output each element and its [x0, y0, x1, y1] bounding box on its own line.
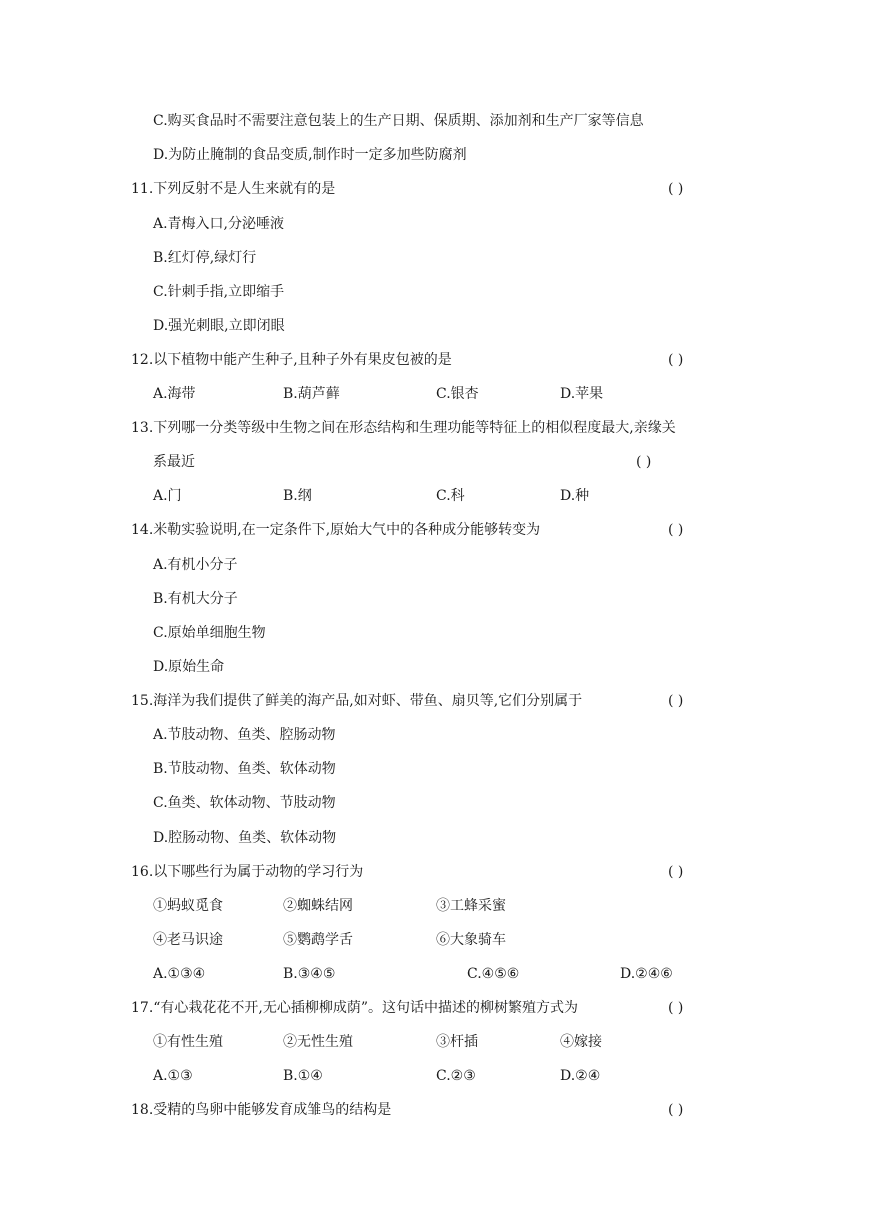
q15-option-c: C.鱼类、软体动物、节肢动物: [153, 795, 336, 811]
answer-bracket-14: ( ): [668, 522, 684, 538]
q12-option-d: D.苹果: [560, 386, 604, 402]
q16-option-a: A.①③④: [153, 966, 206, 982]
q14-option-a: A.有机小分子: [153, 557, 238, 573]
q15-option-d: D.腔肠动物、鱼类、软体动物: [153, 830, 337, 846]
q17-option-b: B.①④: [283, 1068, 323, 1084]
question-13-stem: 13.下列哪一分类等级中生物之间在形态结构和生理功能等特征上的相似程度最大,亲缘关: [131, 420, 676, 436]
q14-option-d: D.原始生命: [153, 659, 225, 675]
answer-bracket-11: ( ): [668, 181, 684, 197]
q12-option-b: B.葫芦藓: [283, 386, 340, 402]
q17-option-a: A.①③: [153, 1068, 193, 1084]
q12-option-c: C.银杏: [436, 386, 479, 402]
q11-option-a: A.青梅入口,分泌唾液: [153, 216, 285, 232]
question-17-stem: 17.“有心栽花花不开,无心插柳柳成荫”。这句话中描述的柳树繁殖方式为: [131, 1000, 579, 1016]
q17-option-c: C.②③: [436, 1068, 476, 1084]
q17-item-1: ①有性生殖: [153, 1034, 223, 1050]
q16-item-6: ⑥大象骑车: [436, 932, 506, 948]
question-15-stem: 15.海洋为我们提供了鲜美的海产品,如对虾、带鱼、扇贝等,它们分别属于: [131, 693, 583, 709]
q11-option-c: C.针刺手指,立即缩手: [153, 284, 285, 300]
answer-bracket-17: ( ): [668, 1000, 684, 1016]
q16-item-4: ④老马识途: [153, 932, 223, 948]
q13-option-a: A.门: [153, 488, 182, 504]
q16-item-1: ①蚂蚁觅食: [153, 898, 223, 914]
answer-bracket-12: ( ): [668, 352, 684, 368]
q16-item-3: ③工蜂采蜜: [436, 898, 506, 914]
q16-item-5: ⑤鹦鹉学舌: [283, 932, 353, 948]
answer-bracket-18: ( ): [668, 1102, 684, 1118]
question-11-stem: 11.下列反射不是人生来就有的是: [131, 181, 336, 197]
q15-option-a: A.节肢动物、鱼类、腔肠动物: [153, 727, 336, 743]
q11-option-b: B.红灯停,绿灯行: [153, 250, 257, 266]
q11-option-d: D.强光刺眼,立即闭眼: [153, 318, 285, 334]
q17-item-2: ②无性生殖: [283, 1034, 353, 1050]
q17-item-3: ③杆插: [436, 1034, 478, 1050]
q16-item-2: ②蜘蛛结网: [283, 898, 353, 914]
q10-option-d: D.为防止腌制的食品变质,制作时一定多加些防腐剂: [153, 147, 467, 163]
q17-option-d: D.②④: [560, 1068, 601, 1084]
question-14-stem: 14.米勒实验说明,在一定条件下,原始大气中的各种成分能够转变为: [131, 522, 541, 538]
q16-option-d: D.②④⑥: [620, 966, 673, 982]
question-16-stem: 16.以下哪些行为属于动物的学习行为: [131, 864, 364, 880]
question-13-stem-continued: 系最近: [153, 454, 195, 470]
q12-option-a: A.海带: [153, 386, 196, 402]
q16-option-b: B.③④⑤: [283, 966, 336, 982]
q13-option-b: B.纲: [283, 488, 312, 504]
q14-option-c: C.原始单细胞生物: [153, 625, 266, 641]
q13-option-d: D.种: [560, 488, 590, 504]
answer-bracket-13: ( ): [636, 454, 652, 470]
q15-option-b: B.节肢动物、鱼类、软体动物: [153, 761, 336, 777]
answer-bracket-15: ( ): [668, 693, 684, 709]
question-18-stem: 18.受精的鸟卵中能够发育成雏鸟的结构是: [131, 1102, 392, 1118]
q16-option-c: C.④⑤⑥: [467, 966, 520, 982]
q13-option-c: C.科: [436, 488, 465, 504]
question-12-stem: 12.以下植物中能产生种子,且种子外有果皮包被的是: [131, 352, 452, 368]
q14-option-b: B.有机大分子: [153, 591, 238, 607]
q17-item-4: ④嫁接: [560, 1034, 602, 1050]
q10-option-c: C.购买食品时不需要注意包装上的生产日期、保质期、添加剂和生产厂家等信息: [153, 113, 644, 129]
answer-bracket-16: ( ): [668, 864, 684, 880]
